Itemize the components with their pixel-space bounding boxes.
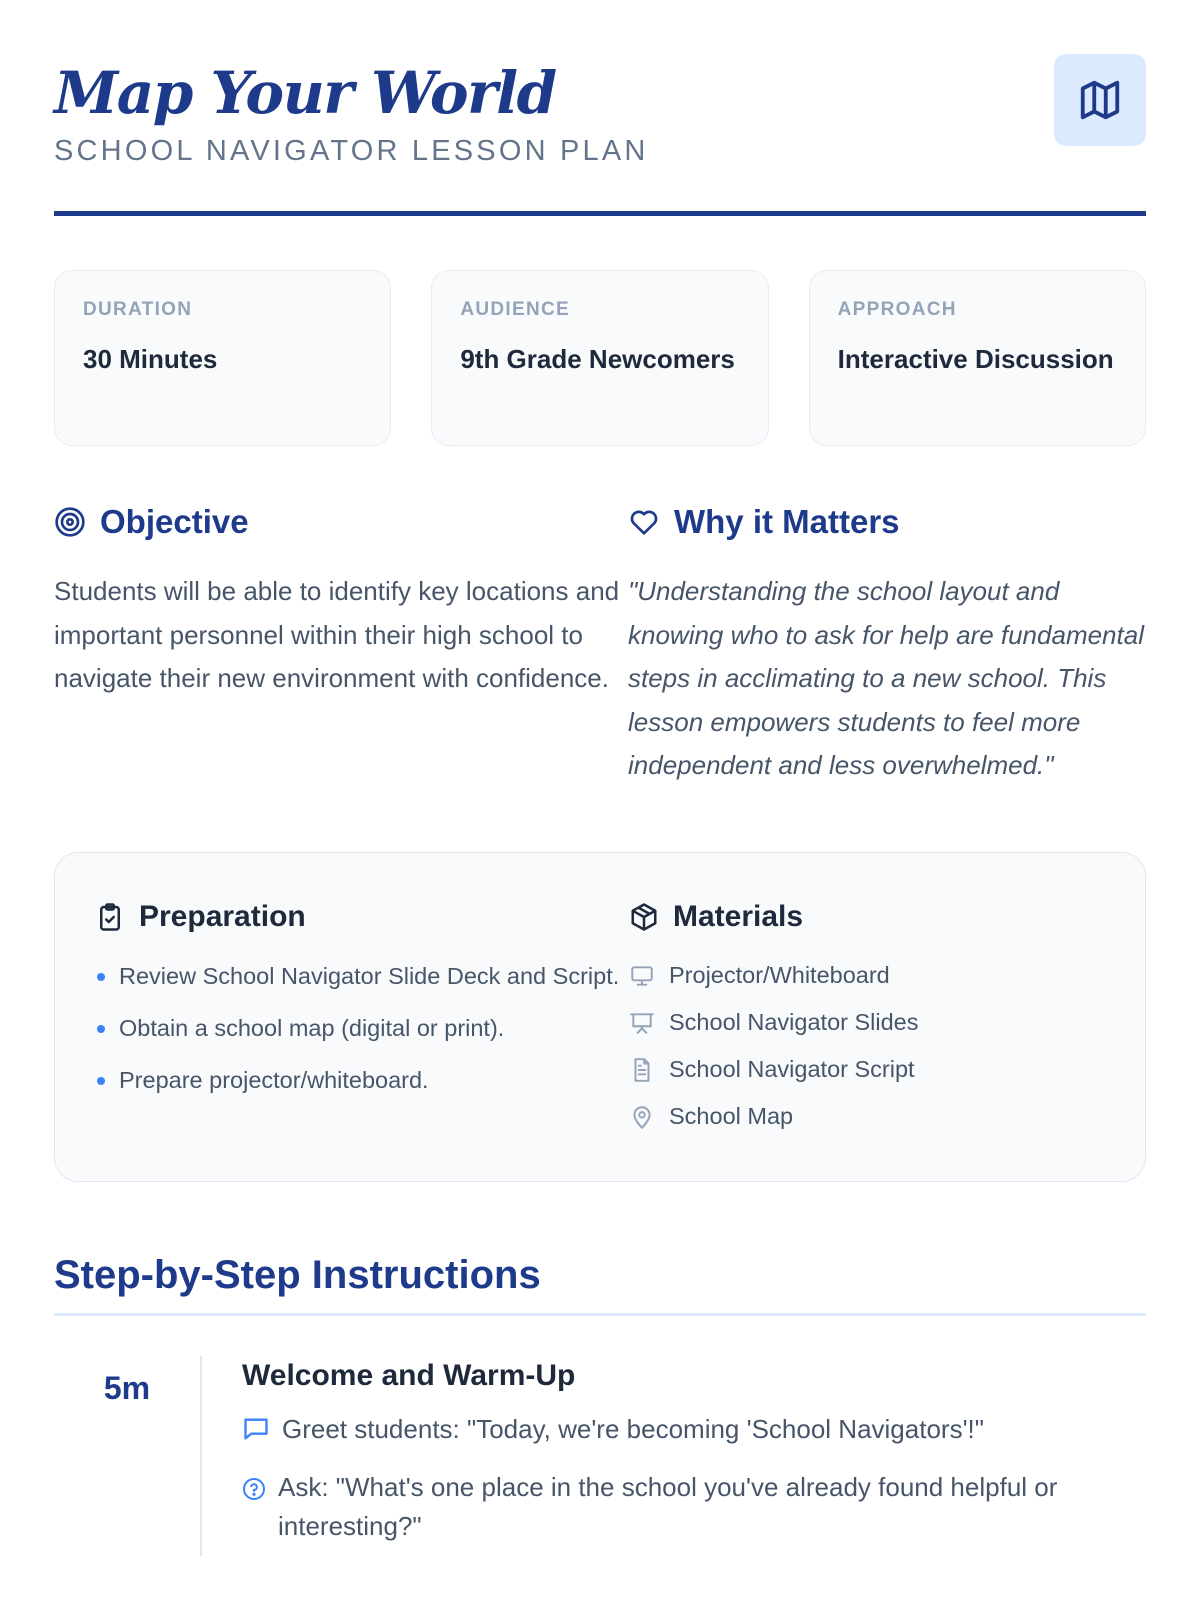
list-item: Review School Navigator Slide Deck and Script.	[95, 959, 629, 993]
why-quote: "Understanding the school layout and knowing who to ask for help are fundamental steps in acclimating to a new school. This lesson empowers students to feel more independent and less overwhelmed."	[628, 576, 1144, 780]
step-item	[54, 1356, 1146, 1556]
question-icon	[242, 1477, 266, 1501]
card-label: APPROACH	[837, 299, 957, 320]
step-body	[242, 1356, 1146, 1556]
audience-card	[431, 270, 768, 446]
card-value: 30 Minutes	[83, 344, 218, 374]
why-section	[628, 502, 1146, 788]
step-line	[242, 1410, 1146, 1454]
clipboard-check-icon	[95, 902, 125, 932]
objective-why-section	[54, 502, 1146, 788]
step-line-text: Ask: "What's one place in the school you've already found helpful or interesting?"	[278, 1471, 1058, 1541]
objective-heading: Objective	[100, 503, 249, 540]
steps-header	[54, 1250, 1146, 1316]
package-icon	[629, 902, 659, 932]
preparation-list	[95, 959, 629, 1097]
objective-text: Students will be able to identify key locations and important personnel within their high school to navigate their new environment with confidence.	[54, 576, 620, 693]
materials-section	[629, 897, 1105, 1137]
duration-card	[54, 270, 391, 446]
target-icon	[54, 506, 86, 538]
step-line	[242, 1468, 1146, 1546]
header	[54, 54, 1146, 216]
list-item	[629, 1053, 1105, 1087]
card-label: DURATION	[83, 299, 193, 320]
list-item: Prepare projector/whiteboard.	[95, 1063, 629, 1097]
preparation-section	[95, 897, 629, 1137]
presentation-icon	[629, 1010, 655, 1036]
card-label: AUDIENCE	[460, 299, 570, 320]
objective-section	[54, 502, 628, 788]
list-item	[629, 1006, 1105, 1040]
step-time: 5m	[54, 1356, 202, 1556]
document-icon	[629, 1057, 655, 1083]
map-button[interactable]	[1054, 54, 1146, 146]
map-icon	[1077, 77, 1123, 123]
heart-icon	[628, 506, 660, 538]
prep-materials-box	[54, 852, 1146, 1182]
list-item	[629, 959, 1105, 993]
location-pin-icon	[629, 1104, 655, 1130]
chat-icon	[242, 1415, 270, 1443]
materials-list	[629, 959, 1105, 1134]
preparation-heading: Preparation	[139, 899, 306, 933]
materials-heading: Materials	[673, 899, 804, 933]
list-item: Obtain a school map (digital or print).	[95, 1011, 629, 1045]
material-label: School Map	[669, 1103, 794, 1129]
steps-heading: Step-by-Step Instructions	[54, 1252, 541, 1297]
step-title: Welcome and Warm-Up	[242, 1358, 576, 1392]
why-heading: Why it Matters	[674, 503, 900, 540]
step-line-text: Greet students: "Today, we're becoming 'School Navigators'!"	[282, 1413, 984, 1444]
list-item	[629, 1100, 1105, 1134]
page-subtitle: SCHOOL NAVIGATOR LESSON PLAN	[54, 135, 649, 167]
card-value: Interactive Discussion	[837, 344, 1114, 374]
material-label: School Navigator Slides	[669, 1009, 919, 1035]
page-title: Map Your World	[54, 59, 556, 127]
card-value: 9th Grade Newcomers	[460, 344, 735, 374]
material-label: Projector/Whiteboard	[669, 962, 890, 988]
approach-card	[809, 270, 1146, 446]
info-cards	[54, 270, 1146, 446]
monitor-icon	[629, 963, 655, 989]
material-label: School Navigator Script	[669, 1056, 915, 1082]
